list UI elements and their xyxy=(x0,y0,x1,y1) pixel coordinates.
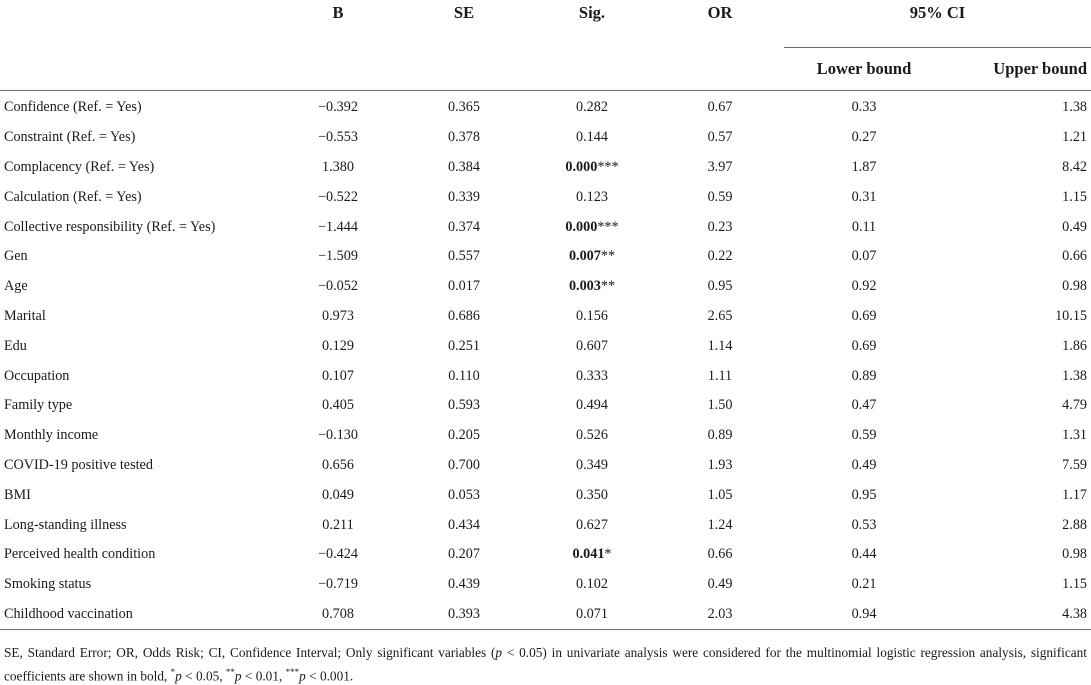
sig-cell xyxy=(528,421,656,451)
table-row xyxy=(0,451,1091,481)
variable-cell: Calculation (Ref. = Yes) xyxy=(4,188,142,205)
b-cell: −0.522 xyxy=(318,188,358,205)
b-cell: 0.129 xyxy=(322,337,354,354)
sig-value: 0.144 xyxy=(576,129,608,146)
sig-cell xyxy=(528,91,656,123)
or-cell: 1.05 xyxy=(707,486,733,503)
sig-value: 0.071 xyxy=(576,605,608,622)
sig-stars: ** xyxy=(600,248,616,265)
variable-cell: Gen xyxy=(4,248,28,265)
table-row xyxy=(0,570,1091,600)
sig-value: 0.349 xyxy=(576,456,608,473)
variable-cell: Constraint (Ref. = Yes) xyxy=(4,129,136,146)
or-cell: 1.11 xyxy=(707,367,733,384)
sig-stars: *** xyxy=(597,158,619,175)
se-cell: 0.593 xyxy=(448,397,480,414)
sig-value: 0.607 xyxy=(576,337,608,354)
table-row xyxy=(0,361,1091,391)
variable-cell: BMI xyxy=(4,486,31,503)
table-row xyxy=(0,302,1091,332)
variable-cell: Long-standing illness xyxy=(4,516,127,533)
variable-cell: Marital xyxy=(4,307,46,324)
b-cell: −0.553 xyxy=(318,129,358,146)
upper-cell: 1.38 xyxy=(1062,367,1087,384)
sig-cell xyxy=(528,242,656,272)
se-cell: 0.686 xyxy=(448,307,480,324)
upper-cell: 1.21 xyxy=(1062,129,1087,146)
header-ci: 95% CI xyxy=(784,0,1091,48)
sig-value: 0.041 xyxy=(572,546,605,563)
variable-cell: Childhood vaccination xyxy=(0,600,276,630)
header-sig: Sig. xyxy=(578,3,606,22)
lower-cell: 0.11 xyxy=(851,218,877,235)
sig-cell xyxy=(528,212,656,242)
variable-cell: Complacency (Ref. = Yes) xyxy=(4,158,155,175)
table-row xyxy=(0,182,1091,212)
or-cell: 3.97 xyxy=(707,158,733,175)
se-cell: 0.251 xyxy=(448,337,480,354)
table-footnote: SE, Standard Error; OR, Odds Risk; CI, Confidence Interval; Only significant variables (p < 0.05) in univariate analysis were considered for the multinomial logistic regression analysis, significant coefficients are shown in bold, *p < 0.05, **p < 0.01, ***p < 0.001. xyxy=(4,645,1087,683)
lower-cell: 1.87 xyxy=(851,158,877,175)
header-se: SE xyxy=(453,3,475,22)
table-row xyxy=(0,242,1091,272)
sig-cell xyxy=(528,272,656,302)
sig-stars: *** xyxy=(597,218,619,235)
lower-cell: 0.07 xyxy=(851,248,877,265)
upper-cell: 0.49 xyxy=(1062,218,1087,235)
header-variable xyxy=(0,0,276,48)
lower-cell: 0.44 xyxy=(851,546,877,563)
b-cell: −0.130 xyxy=(318,427,358,444)
lower-cell: 0.69 xyxy=(851,307,877,324)
sig-cell xyxy=(528,302,656,332)
se-cell: 0.434 xyxy=(448,516,480,533)
b-cell: −0.424 xyxy=(318,546,358,563)
sig-cell xyxy=(528,391,656,421)
variable-cell: Smoking status xyxy=(4,576,92,593)
se-cell: 0.365 xyxy=(448,99,480,116)
table-row xyxy=(0,391,1091,421)
sig-cell xyxy=(528,331,656,361)
or-cell: 0.57 xyxy=(707,129,733,146)
or-cell: 0.23 xyxy=(707,218,733,235)
upper-cell: 8.42 xyxy=(1062,158,1087,175)
sig-value: 0.350 xyxy=(576,486,608,503)
se-cell: 0.017 xyxy=(448,278,480,295)
header-row-bottom xyxy=(0,48,1091,91)
sig-cell xyxy=(528,600,656,630)
or-cell: 0.66 xyxy=(707,546,733,563)
lower-cell: 0.69 xyxy=(851,337,877,354)
se-cell: 0.207 xyxy=(448,546,480,563)
variable-cell: Confidence (Ref. = Yes) xyxy=(4,99,142,116)
table-row xyxy=(0,540,1091,570)
sig-cell xyxy=(528,123,656,153)
header-b: B xyxy=(332,3,344,22)
upper-cell: 1.86 xyxy=(1062,337,1087,354)
sig-value: 0.102 xyxy=(576,576,608,593)
or-cell: 1.93 xyxy=(707,456,733,473)
upper-cell: 0.98 xyxy=(1062,546,1087,563)
variable-cell: Monthly income xyxy=(4,427,99,444)
lower-cell: 0.94 xyxy=(784,600,944,630)
upper-cell: 4.38 xyxy=(944,600,1091,630)
or-cell: 2.65 xyxy=(707,307,733,324)
table-body xyxy=(0,91,1091,630)
b-cell: 1.380 xyxy=(322,158,354,175)
lower-cell: 0.27 xyxy=(851,129,877,146)
b-cell: 0.405 xyxy=(322,397,354,414)
variable-cell: Family type xyxy=(4,397,73,414)
se-cell: 0.374 xyxy=(448,218,480,235)
se-cell: 0.439 xyxy=(448,576,480,593)
or-cell: 0.67 xyxy=(707,99,733,116)
upper-cell: 7.59 xyxy=(1062,456,1087,473)
lower-cell: 0.33 xyxy=(851,99,877,116)
se-cell: 0.110 xyxy=(448,367,480,384)
or-cell: 0.22 xyxy=(707,248,733,265)
upper-cell: 0.98 xyxy=(1062,278,1087,295)
or-cell: 0.59 xyxy=(707,188,733,205)
table-row xyxy=(0,331,1091,361)
table-row xyxy=(0,600,1091,630)
lower-cell: 0.47 xyxy=(851,397,877,414)
sig-value: 0.000 xyxy=(565,158,598,175)
sig-value: 0.003 xyxy=(568,278,601,295)
se-cell: 0.557 xyxy=(448,248,480,265)
header-lower-bound: Lower bound xyxy=(816,59,912,78)
b-cell: 0.708 xyxy=(276,600,400,630)
or-cell: 0.95 xyxy=(707,278,733,295)
b-cell: 0.107 xyxy=(322,367,354,384)
sig-value: 0.627 xyxy=(576,516,608,533)
upper-cell: 1.15 xyxy=(1062,576,1087,593)
header-upper-bound: Upper bound xyxy=(993,59,1087,78)
sig-value: 0.007 xyxy=(568,248,601,265)
b-cell: −0.392 xyxy=(318,99,358,116)
upper-cell: 1.38 xyxy=(1062,99,1087,116)
lower-cell: 0.59 xyxy=(851,427,877,444)
variable-cell: Collective responsibility (Ref. = Yes) xyxy=(4,218,216,235)
or-cell: 1.50 xyxy=(707,397,733,414)
se-cell: 0.205 xyxy=(448,427,480,444)
or-cell: 0.49 xyxy=(707,576,733,593)
or-cell: 0.89 xyxy=(707,427,733,444)
b-cell: −0.052 xyxy=(318,278,358,295)
b-cell: −1.444 xyxy=(318,218,358,235)
sig-value: 0.000 xyxy=(565,218,598,235)
table-row xyxy=(0,153,1091,183)
or-cell: 1.14 xyxy=(707,337,733,354)
b-cell: 0.973 xyxy=(322,307,354,324)
upper-cell: 1.15 xyxy=(1062,188,1087,205)
se-cell: 0.384 xyxy=(448,158,480,175)
header-row-top xyxy=(0,0,1091,48)
lower-cell: 0.21 xyxy=(851,576,877,593)
se-cell: 0.700 xyxy=(448,456,480,473)
b-cell: 0.656 xyxy=(322,456,354,473)
upper-cell: 1.31 xyxy=(1062,427,1087,444)
table-row xyxy=(0,480,1091,510)
upper-cell: 4.79 xyxy=(1062,397,1087,414)
se-cell: 0.378 xyxy=(448,129,480,146)
variable-cell: Age xyxy=(4,278,28,295)
lower-cell: 0.49 xyxy=(851,456,877,473)
sig-cell xyxy=(528,451,656,481)
table-row xyxy=(0,91,1091,123)
sig-value: 0.123 xyxy=(576,188,608,205)
variable-cell: Edu xyxy=(4,337,27,354)
upper-cell: 2.88 xyxy=(1062,516,1087,533)
sig-cell xyxy=(528,361,656,391)
table-row xyxy=(0,212,1091,242)
variable-cell: COVID-19 positive tested xyxy=(4,456,153,473)
variable-cell: Occupation xyxy=(4,367,70,384)
b-cell: −1.509 xyxy=(318,248,358,265)
or-cell: 1.24 xyxy=(707,516,733,533)
sig-cell xyxy=(528,480,656,510)
se-cell: 0.339 xyxy=(448,188,480,205)
sig-value: 0.494 xyxy=(576,397,608,414)
sig-value: 0.526 xyxy=(576,427,608,444)
sig-value: 0.156 xyxy=(576,307,608,324)
table-row xyxy=(0,123,1091,153)
sig-cell xyxy=(528,540,656,570)
sig-cell xyxy=(528,510,656,540)
variable-cell: Perceived health condition xyxy=(4,546,156,563)
b-cell: −0.719 xyxy=(318,576,358,593)
lower-cell: 0.95 xyxy=(851,486,877,503)
sig-stars: ** xyxy=(600,278,616,295)
or-cell: 2.03 xyxy=(656,600,784,630)
lower-cell: 0.89 xyxy=(851,367,877,384)
upper-cell: 0.66 xyxy=(1062,248,1087,265)
lower-cell: 0.31 xyxy=(851,188,877,205)
table-row xyxy=(0,421,1091,451)
header-or: OR xyxy=(707,3,733,22)
table-row xyxy=(0,510,1091,540)
b-cell: 0.049 xyxy=(322,486,354,503)
upper-cell: 1.17 xyxy=(1062,486,1087,503)
lower-cell: 0.92 xyxy=(851,278,877,295)
sig-stars: * xyxy=(604,546,612,563)
sig-cell xyxy=(528,570,656,600)
sig-cell xyxy=(528,153,656,183)
se-cell: 0.393 xyxy=(400,600,528,630)
upper-cell: 10.15 xyxy=(1055,307,1087,324)
sig-value: 0.333 xyxy=(576,367,608,384)
table-row xyxy=(0,272,1091,302)
se-cell: 0.053 xyxy=(448,486,480,503)
sig-cell xyxy=(528,182,656,212)
b-cell: 0.211 xyxy=(322,516,354,533)
lower-cell: 0.53 xyxy=(851,516,877,533)
sig-value: 0.282 xyxy=(576,99,608,116)
